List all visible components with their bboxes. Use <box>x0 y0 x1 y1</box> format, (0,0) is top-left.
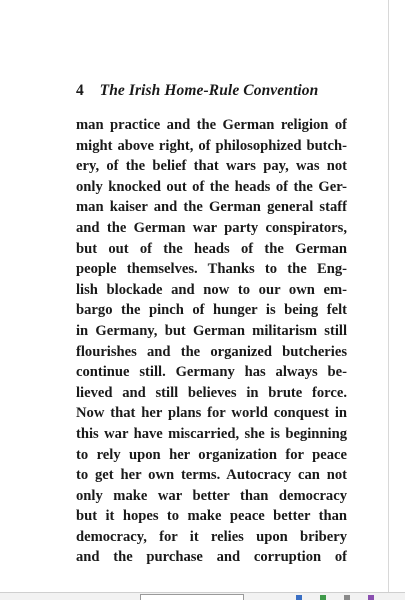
toolbar-icon-purple[interactable] <box>368 595 374 600</box>
text-line: Now that her plans for world conquest in <box>76 405 347 422</box>
text-line: and the purchase and corruption of <box>76 549 347 566</box>
text-line: lieved and still believes in brute force. <box>76 384 347 401</box>
text-line: to get her own terms. Autocracy can not <box>76 467 347 484</box>
toolbar-icon-gray[interactable] <box>344 595 350 600</box>
text-line: in Germany, but German militarism still <box>76 322 347 339</box>
text-line: but out of the heads of the German <box>76 240 347 257</box>
text-line: people themselves. Thanks to the Eng- <box>76 261 347 278</box>
text-line: democracy, for it relies upon bribery <box>76 528 347 545</box>
text-line: but it hopes to make peace better than <box>76 508 347 525</box>
toolbar-icon-green[interactable] <box>320 595 326 600</box>
text-line: this war have miscarried, she is beginning <box>76 425 347 442</box>
running-title: The Irish Home-Rule Convention <box>99 82 319 99</box>
text-line: bargo the pinch of hunger is being felt <box>76 302 347 319</box>
text-line: lish blockade and now to our own em- <box>76 281 347 298</box>
text-line: man kaiser and the German general staff <box>76 199 347 216</box>
text-line: only make war better than democracy <box>76 487 347 504</box>
text-line: flourishes and the organized butcheries <box>76 343 347 360</box>
text-line: to rely upon her organization for peace <box>76 446 347 463</box>
running-head <box>76 82 346 102</box>
text-line: ery, of the belief that wars pay, was not <box>76 158 347 175</box>
body-text <box>76 115 347 568</box>
text-line: continue still. Germany has always be- <box>76 364 347 381</box>
toolbar-icon-blue[interactable] <box>296 595 302 600</box>
text-line: and the German war party conspirators, <box>76 219 347 236</box>
page-number: 4 <box>76 82 84 99</box>
text-line: only knocked out of the heads of the Ger- <box>76 178 347 195</box>
text-line: man practice and the German religion of <box>76 117 347 133</box>
page-edge <box>388 0 389 592</box>
page-input-box[interactable] <box>140 594 244 600</box>
text-line: might above right, of philosophized butch- <box>76 137 347 154</box>
